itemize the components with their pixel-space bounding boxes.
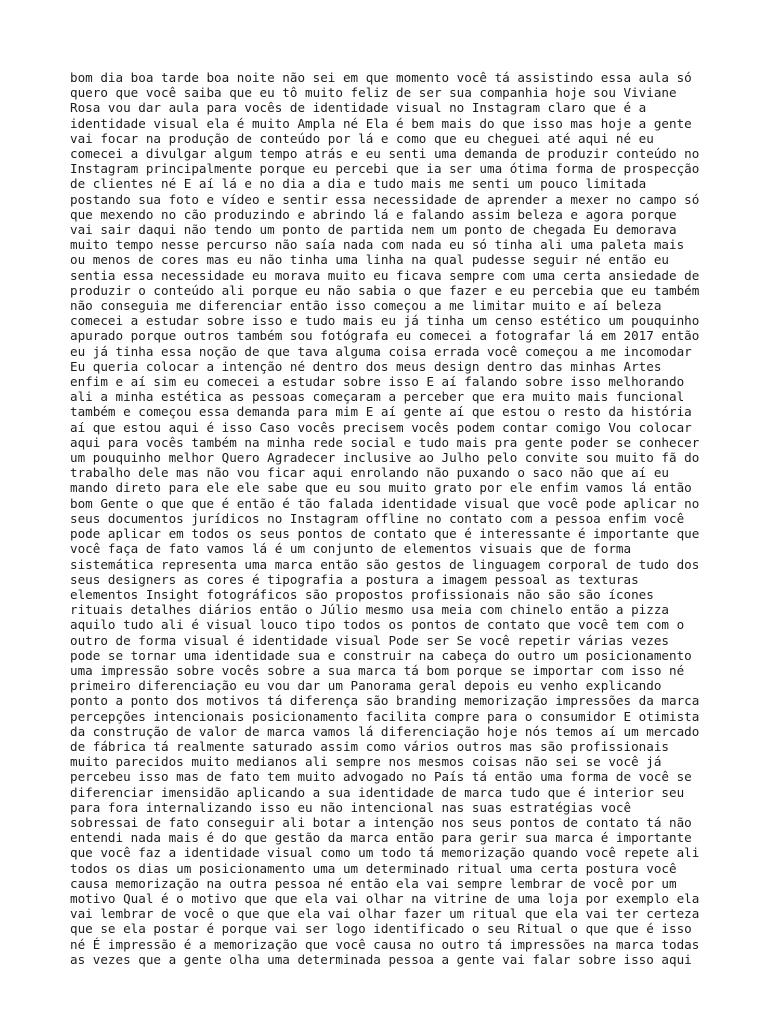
text-line: vai sair daqui não tendo um ponto de partida nem um ponto de chegada Eu demorava <box>70 222 677 238</box>
text-line: pode aplicar em todos os seus pontos de contato que é interessante é importante que <box>70 526 700 542</box>
text-line: entendi nada mais é do que gestão da marca então para gerir sua marca é importante <box>70 830 692 846</box>
text-line: quero que você saiba que eu tô muito feliz de ser sua companhia hoje sou Viviane <box>70 85 677 101</box>
text-line: vai focar na produção de conteúdo por lá e como que eu cheguei até aqui né eu <box>70 130 654 146</box>
text-line: que mexendo no cão produzindo e abrindo lá e falando assim beleza e agora porque <box>70 206 677 222</box>
text-line: muito parecidos muito medianos ali sempre nos mesmos coisas não sei se você já <box>70 754 662 770</box>
text-line: né É impressão é a memorização que você causa no outro tá impressões na marca todas <box>70 936 700 952</box>
text-line: uma impressão sobre vocês sobre a sua marca tá bom porque se importar com isso né <box>70 662 685 678</box>
text-line: bom Gente o que que é então é tão falada identidade visual que você pode aplicar no <box>70 495 700 511</box>
text-line: também e começou essa demanda para mim E aí gente aí que estou o resto da história <box>70 404 692 420</box>
text-line: da construção de valor de marca vamos lá diferenciação hoje nós temos aí um mercado <box>70 723 700 739</box>
transcript-text <box>70 70 710 967</box>
text-line: não conseguia me diferenciar então isso começou a me limitar muito e aí beleza <box>70 298 662 314</box>
text-line: ponto a ponto dos motivos tá diferença são branding memorização impressões da marca <box>70 693 700 709</box>
text-line: que se ela postar é porque vai ser logo identificado o seu Ritual o que que é isso <box>70 921 692 937</box>
text-line: bom dia boa tarde boa noite não sei em que momento você tá assistindo essa aula só <box>70 70 692 85</box>
text-line: rituais detalhes diários então o Júlio mesmo usa meia com chinelo então a pizza <box>70 602 669 618</box>
text-line: motivo Qual é o motivo que que ela vai olhar na vitrine de uma loja por exemplo ela <box>70 890 700 906</box>
text-line: primeiro diferenciação eu vou dar um Panorama geral depois eu venho explicando <box>70 678 662 694</box>
text-line: para fora internalizando isso eu não intencional nas suas estratégias você <box>70 799 632 815</box>
text-line: pode se tornar uma identidade sua e construir na cabeça do outro um posicionamento <box>70 647 692 663</box>
text-line: percepções intencionais posicionamento facilita compre para o consumidor E otimista <box>70 708 700 724</box>
text-line: enfim e aí sim eu comecei a estudar sobre isso E aí falando sobre isso melhorando <box>70 374 685 390</box>
text-line: produzir o conteúdo ali porque eu não sabia o que fazer e eu percebia que eu também <box>70 282 700 298</box>
text-line: vai lembrar de você o que que ela vai olhar fazer um ritual que ela vai ter certeza <box>70 906 700 922</box>
text-line: aqui para vocês também na minha rede social e tudo mais pra gente poder se conhecer <box>70 434 700 450</box>
text-line: um pouquinho melhor Quero Agradecer inclusive ao Julho pelo convite sou muito fã do <box>70 450 700 466</box>
text-line: você faça de fato vamos lá é um conjunto de elementos visuais que de forma <box>70 541 632 557</box>
text-line: ou menos de cores mas eu não tinha uma linha na qual pudesse seguir né então eu <box>70 252 669 268</box>
text-line: de clientes né E aí lá e no dia a dia e tudo mais me senti um pouco limitada <box>70 176 647 192</box>
text-line: Rosa vou dar aula para vocês de identidade visual no Instagram claro que é a <box>70 100 647 116</box>
text-line: apurado porque outros também sou fotógrafa eu comecei a fotografar lá em 2017 então <box>70 328 700 344</box>
text-line: sistemática representa uma marca então são gestos de linguagem corporal de tudo dos <box>70 556 700 572</box>
text-line: seus designers as cores é tipografia a postura a imagem pessoal as texturas <box>70 571 639 587</box>
text-line: Instagram principalmente porque eu percebi que ia ser uma ótima forma de prospecção <box>70 161 700 177</box>
text-line: ali a minha estética as pessoas começaram a perceber que era muito mais funcional <box>70 389 685 405</box>
text-line: muito tempo nesse percurso não saía nada com nada eu só tinha ali uma paleta mais <box>70 237 685 253</box>
text-line: as vezes que a gente olha uma determinada pessoa a gente vai falar sobre isso aqui <box>70 951 692 967</box>
text-line: identidade visual ela é muito Ampla né Ela é bem mais do que isso mas hoje a gente <box>70 115 692 131</box>
text-line: causa memorização na outra pessoa né então ela vai sempre lembrar de você por um <box>70 875 677 891</box>
text-line: postando sua foto e vídeo e sentir essa necessidade de aprender a mexer no campo só <box>70 191 700 207</box>
text-line: seus documentos jurídicos no Instagram offline no contato com a pessoa enfim você <box>70 510 685 526</box>
text-line: que você faz a identidade visual como um todo tá memorização quando você repete ali <box>70 845 700 861</box>
text-line: sobressai de fato conseguir ali botar a intenção nos seus pontos de contato tá não <box>70 814 692 830</box>
text-line: comecei a divulgar algum tempo atrás e eu senti uma demanda de produzir conteúdo no <box>70 146 700 162</box>
text-line: sentia essa necessidade eu morava muito eu ficava sempre com uma certa ansiedade de <box>70 267 700 283</box>
text-line: eu já tinha essa noção de que tava alguma coisa errada você começou a me incomodar <box>70 343 692 359</box>
text-line: aquilo tudo ali é visual louco tipo todos os pontos de contato que você tem com o <box>70 617 685 633</box>
text-line: todos os dias um posicionamento uma um determinado ritual uma certa postura você <box>70 860 677 876</box>
text-line: de fábrica tá realmente saturado assim como vários outros mas são profissionais <box>70 738 669 754</box>
text-line: outro de forma visual é identidade visual Pode ser Se você repetir várias vezes <box>70 632 669 648</box>
text-line: percebeu isso mas de fato tem muito advogado no País tá então uma forma de você se <box>70 769 692 785</box>
text-line: diferenciar imensidão aplicando a sua identidade de marca tudo que é interior seu <box>70 784 685 800</box>
text-line: mando direto para ele ele sabe que eu sou muito grato por ele enfim vamos lá então <box>70 480 692 496</box>
text-line: aí que estou aqui é isso Caso vocês precisem vocês podem contar comigo Vou colocar <box>70 419 692 435</box>
text-line: Eu queria colocar a intenção né dentro dos meus design dentro das minhas Artes <box>70 358 662 374</box>
text-line: elementos Insight fotográficos são propostos profissionais não são são ícones <box>70 586 654 602</box>
text-line: comecei a estudar sobre isso e tudo mais eu já tinha um censo estético um pouquinho <box>70 313 700 329</box>
text-line: trabalho dele mas não vou ficar aqui enrolando não puxando o saco não que aí eu <box>70 465 669 481</box>
